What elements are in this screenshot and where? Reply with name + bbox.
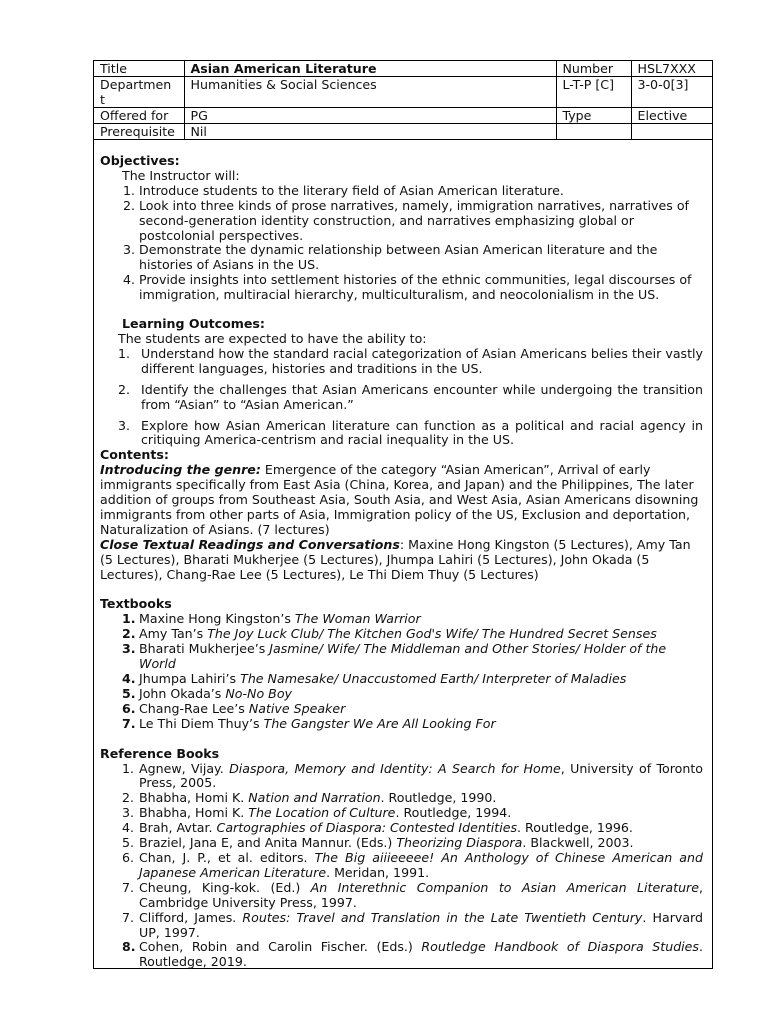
textbooks-list <box>100 612 706 731</box>
textbook-entry <box>139 687 706 702</box>
reference-entry <box>139 791 703 806</box>
type-value: Elective <box>631 108 712 124</box>
learning-outcome-item <box>118 419 703 449</box>
reference-author: Cheung, King-kok. (Ed.) <box>139 879 311 895</box>
reference-number: 5. <box>122 835 135 851</box>
reference-item <box>122 881 703 911</box>
reference-number: 7. <box>122 879 135 895</box>
textbook-number: 4. <box>122 671 136 686</box>
reference-title: An Interethnic Companion to Asian American Literature <box>310 879 699 895</box>
reference-title: Routes: Travel and Translation in the Late Twentieth Century <box>242 909 643 925</box>
reference-publisher: , University of Toronto Press, 2005. <box>139 760 703 791</box>
title-row <box>94 61 712 77</box>
reference-item <box>122 836 703 851</box>
reference-title: Nation and Narration <box>248 790 381 806</box>
contents-p2-lead: Close Textual Readings and Conversations <box>100 536 400 552</box>
textbook-title: The Joy Luck Club/ The Kitchen God's Wife/ The Hundred Secret Senses <box>207 626 657 642</box>
objective-number: 3. <box>123 242 136 258</box>
reference-publisher: . Routledge, 1994. <box>395 805 512 821</box>
reference-entry <box>139 940 703 970</box>
reference-entry <box>139 762 703 792</box>
reference-item <box>122 940 703 970</box>
textbook-author: John Okada’s <box>139 685 226 701</box>
contents-heading: Contents: <box>100 447 169 463</box>
textbook-author: Amy Tan’s <box>139 626 208 642</box>
reference-number: 6. <box>122 849 135 865</box>
learning-outcomes-heading: Learning Outcomes: <box>122 316 265 332</box>
objective-text: Demonstrate the dynamic relationship between Asian American literature and the histories of Asians in the US. <box>139 242 658 273</box>
reference-publisher: . Meridan, 1991. <box>326 864 430 880</box>
textbook-title: No-No Boy <box>225 685 292 701</box>
textbook-author: Jhumpa Lahiri’s <box>139 671 241 686</box>
contents-paragraph-2 <box>100 538 706 583</box>
department-label: Departmen t <box>94 77 184 108</box>
objective-number: 2. <box>123 197 136 213</box>
reference-item <box>122 851 703 881</box>
type-label: Type <box>556 108 631 124</box>
learning-outcomes-intro: The students are expected to have the ability to: <box>118 330 427 346</box>
reference-title: Diaspora, Memory and Identity: A Search for Home <box>229 760 561 776</box>
contents-p1-lead: Introducing the genre: <box>100 462 261 478</box>
reference-publisher: . Blackwell, 2003. <box>522 835 634 851</box>
objective-item <box>123 184 706 199</box>
ltp-label: L-T-P [C] <box>556 77 631 108</box>
course-info-table <box>94 61 712 140</box>
learning-outcome-item <box>118 347 703 377</box>
empty-label-cell <box>556 124 631 140</box>
reference-entry <box>139 881 703 911</box>
reference-title: Theorizing Diaspora <box>396 835 523 851</box>
number-label: Number <box>556 61 631 77</box>
reference-author: Bhabha, Homi K. <box>139 790 249 806</box>
offered-label: Offered for <box>94 108 184 124</box>
course-document <box>93 60 713 969</box>
objective-number: 4. <box>123 272 136 288</box>
reference-item <box>122 762 703 792</box>
prerequisite-row <box>94 124 712 140</box>
textbook-title: Native Speaker <box>248 700 346 716</box>
reference-number: 1. <box>122 760 135 776</box>
textbook-entry <box>139 702 706 717</box>
textbook-number: 2. <box>122 626 136 642</box>
reference-item <box>122 791 703 806</box>
learning-outcomes-list <box>100 347 706 448</box>
textbooks-heading: Textbooks <box>100 596 172 612</box>
textbook-title: The Woman Warrior <box>294 611 421 627</box>
objective-text: Introduce students to the literary field of Asian American literature. <box>139 182 564 198</box>
objective-item <box>123 273 706 303</box>
reference-entry <box>139 821 703 836</box>
contents-p1-text: Emergence of the category “Asian American”, Arrival of early immigrants specifically from East Asia (China, Korea, and Japan) and the Philippines, The later addition of groups from Southeast Asia, South Asia, and West Asia, Asian Americans disowning immigrants from other parts of Asia, Immigration policy of the US, Exclusion and deportation, Naturalization of Asians. (7 lectures) <box>100 462 699 537</box>
prerequisite-label: Prerequisite <box>94 124 184 140</box>
textbook-entry <box>139 642 706 672</box>
reference-publisher: , Cambridge University Press, 1997. <box>139 879 703 910</box>
empty-value-cell <box>631 124 712 140</box>
textbook-number: 5. <box>122 685 136 701</box>
prerequisite-value: Nil <box>184 124 556 140</box>
textbook-author: Chang-Rae Lee’s <box>139 700 249 716</box>
offered-value: PG <box>184 108 556 124</box>
reference-entry <box>139 836 703 851</box>
reference-item <box>122 806 703 821</box>
learning-outcome-text: Understand how the standard racial categorization of Asian Americans belies their vastly different languages, histories and traditions in the US. <box>141 345 703 376</box>
reference-entry <box>139 806 703 821</box>
reference-author: Brah, Avtar. <box>139 820 217 836</box>
objective-item <box>123 243 706 273</box>
textbook-number: 3. <box>122 641 136 657</box>
textbook-entry <box>139 612 706 627</box>
department-row <box>94 77 712 108</box>
reference-title: Cartographies of Diaspora: Contested Identities <box>216 820 518 836</box>
textbook-number: 6. <box>122 700 136 716</box>
reference-number: 2. <box>122 790 135 806</box>
reference-title: The Location of Culture <box>248 805 396 821</box>
contents-paragraph-1 <box>100 463 706 538</box>
objectives-list <box>100 184 706 303</box>
reference-title: Routledge Handbook of Diaspora Studies <box>421 939 699 955</box>
title-label: Title <box>94 61 184 77</box>
reference-publisher: . Routledge, 2019. <box>139 939 704 970</box>
reference-entry <box>139 851 703 881</box>
reference-author: Braziel, Jana E, and Anita Mannur. (Eds.) <box>139 835 397 851</box>
reference-books-heading: Reference Books <box>100 745 220 761</box>
ltp-value: 3-0-0[3] <box>631 77 712 108</box>
reference-title: The Big aiiieeeee! An Anthology of Chinese American and Japanese American Literature <box>139 849 703 880</box>
learning-outcome-text: Explore how Asian American literature can function as a political and racial agency in critiquing America-centrism and racial inequality in the US. <box>141 417 703 448</box>
textbook-item <box>122 717 706 732</box>
objectives-heading: Objectives: <box>100 153 180 168</box>
textbook-author: Maxine Hong Kingston’s <box>139 611 295 627</box>
textbook-item <box>122 627 706 642</box>
reference-number: 4. <box>122 820 135 836</box>
contents-p2-text: : Maxine Hong Kingston (5 Lectures), Amy Tan (5 Lectures), Bharati Mukherjee (5 Lectures), Jhumpa Lahiri (5 Lectures), John Okada (5 Lectures), Chang-Rae Lee (5 Lectures), Le Thi Diem Thuy (5 Lectures) <box>100 536 691 582</box>
reference-entry <box>139 911 703 941</box>
textbook-item <box>122 642 706 672</box>
objective-number: 1. <box>123 182 136 198</box>
course-body <box>94 154 712 970</box>
reference-author: Bhabha, Homi K. <box>139 805 249 821</box>
textbook-entry <box>139 672 706 687</box>
learning-outcome-number: 1. <box>118 345 131 361</box>
textbook-item <box>122 687 706 702</box>
textbook-number: 1. <box>122 611 136 627</box>
textbook-author: Le Thi Diem Thuy’s <box>139 715 264 731</box>
reference-number: 8. <box>122 939 136 955</box>
learning-outcome-number: 3. <box>118 417 131 433</box>
textbook-item <box>122 612 706 627</box>
reference-publisher: . Routledge, 1990. <box>380 790 497 806</box>
course-number: HSL7XXX <box>631 61 712 77</box>
reference-number: 3. <box>122 805 135 821</box>
textbook-item <box>122 672 706 687</box>
textbook-entry <box>139 627 706 642</box>
learning-outcome-number: 2. <box>118 381 131 397</box>
textbook-title: The Gangster We Are All Looking For <box>263 715 496 731</box>
learning-outcome-text: Identify the challenges that Asian Americans encounter while undergoing the transition from “Asian” to “Asian American.” <box>141 381 703 412</box>
reference-books-list <box>100 762 706 971</box>
textbook-title: Jasmine/ Wife/ The Middleman and Other Stories/ Holder of the World <box>139 641 667 672</box>
textbook-item <box>122 702 706 717</box>
reference-publisher: . Harvard UP, 1997. <box>139 909 703 940</box>
offered-row <box>94 108 712 124</box>
objective-text: Provide insights into settlement histories of the ethnic communities, legal discourses of immigration, multiracial hierarchy, multiculturalism, and neocolonialism in the US. <box>139 272 692 303</box>
reference-author: Chan, J. P., et al. editors. <box>139 849 315 865</box>
reference-item <box>122 821 703 836</box>
objective-item <box>123 199 706 244</box>
reference-author: Cohen, Robin and Carolin Fischer. (Eds.) <box>139 939 422 955</box>
objective-text: Look into three kinds of prose narratives, namely, immigration narratives, narratives of second-generation identity construction, and narratives emphasizing global or postcolonial perspectives. <box>139 197 689 243</box>
department-value: Humanities & Social Sciences <box>184 77 556 108</box>
textbook-number: 7. <box>122 715 136 731</box>
objectives-intro: The Instructor will: <box>122 167 240 183</box>
course-title: Asian American Literature <box>184 61 556 77</box>
reference-author: Agnew, Vijay. <box>139 760 230 776</box>
reference-item <box>122 911 703 941</box>
reference-publisher: . Routledge, 1996. <box>517 820 633 836</box>
reference-author: Clifford, James. <box>139 909 243 925</box>
textbook-author: Bharati Mukherjee’s <box>139 641 270 657</box>
textbook-title: The Namesake/ Unaccustomed Earth/ Interpreter of Maladies <box>240 671 627 686</box>
textbook-entry <box>139 717 706 732</box>
learning-outcome-item <box>118 383 703 413</box>
reference-number: 7. <box>122 909 135 925</box>
